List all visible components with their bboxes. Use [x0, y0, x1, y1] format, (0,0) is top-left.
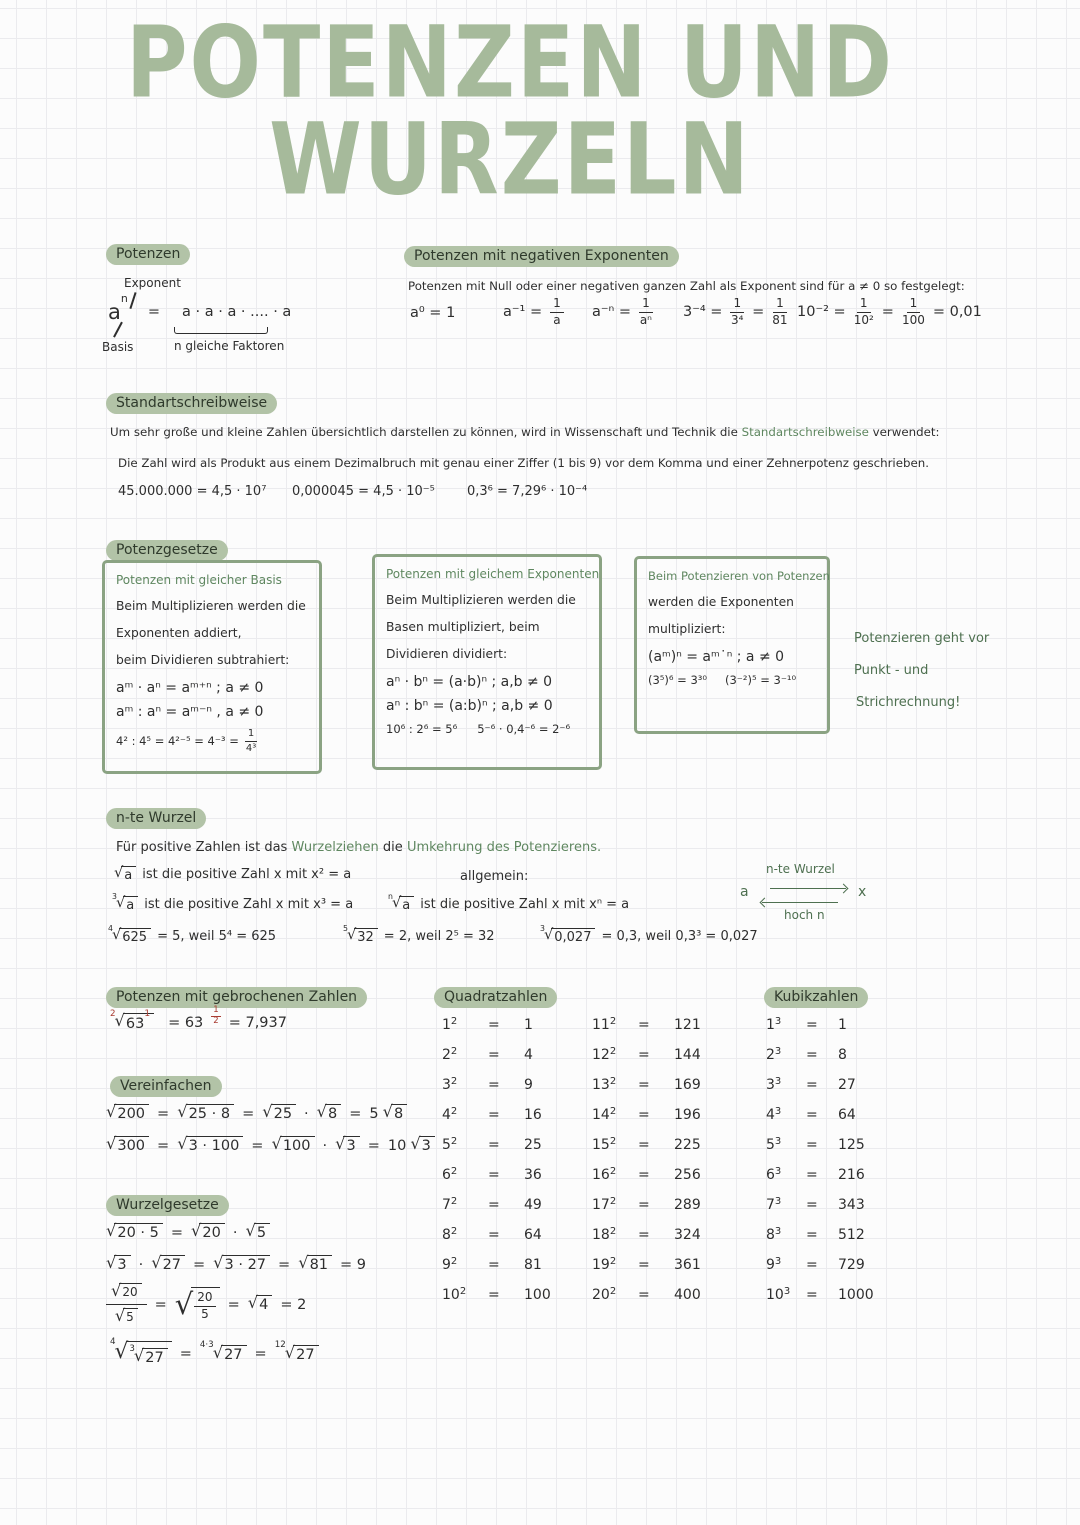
section-pill-wurzelgesetze: Wurzelgesetze — [106, 1195, 229, 1216]
wurzel-row-quadrat: √ a ist die positive Zahl x mit x² = a — [114, 864, 352, 883]
a-hoch-n: a $^n$ — [108, 292, 128, 324]
diagram-a: a — [740, 884, 749, 900]
section-pill-quadratzahlen: Quadratzahlen — [434, 987, 557, 1008]
arrow-left-icon — [762, 902, 838, 903]
note-line-3: Strichrechnung! — [856, 695, 961, 710]
box3-example: (3⁵)⁶ = 3³⁰ (3⁻²)⁵ = 3⁻¹⁰ — [648, 673, 797, 687]
underbrace — [174, 327, 268, 334]
table-row: 9 $^2$ = 81 — [442, 1256, 542, 1273]
wurzel-intro: Für positive Zahlen ist das Wurzelziehen die Umkehrung des Potenzierens. — [116, 840, 602, 855]
root-625: $^4$ √ 625 — [108, 928, 151, 946]
standart-green-word: Standartschreibweise — [741, 425, 869, 439]
table-row: 4 $^2$ = 16 — [442, 1106, 542, 1123]
section-pill-nte-wurzel: n-te Wurzel — [106, 808, 206, 829]
table-row: 2 $^3$ = 8 — [766, 1046, 847, 1063]
wurzelgesetz-2: √ 3 · √ 27 = √ 3 · 27 = √ 81 = 9 — [106, 1253, 366, 1273]
table-row: 9 $^3$ = 729 — [766, 1256, 865, 1273]
exponent-label: Exponent — [124, 276, 181, 290]
diagram-label-nte-wurzel: n-te Wurzel — [766, 862, 835, 876]
fraction: $\frac{1}{81}$ — [772, 296, 788, 327]
nested-root: $^4$ √ $^3$ √ 27 — [110, 1341, 172, 1367]
fraction-of-roots: √ 20 √ 5 — [106, 1283, 147, 1326]
table-row: 10 $^2$ = 100 — [442, 1286, 551, 1303]
root-32: $^5$ √ 32 — [343, 928, 378, 946]
formula-10-hoch-minus2: 10⁻² = $\frac{1}{\text{10²}}$ = $\frac{1}{100}$ = 0,01 — [797, 296, 982, 327]
table-row: 16 $^2$ = 256 — [592, 1166, 701, 1183]
wurzelgesetz-3: √ 20 √ 5 = √ $\frac{20}{5}$ = √ 4 = 2 — [106, 1283, 306, 1326]
kubikzahlen-col — [766, 1010, 874, 1310]
arrow-right-icon — [770, 888, 846, 889]
wurzel-example-1: $^4$ √ 625 = 5, weil 5⁴ = 625 — [108, 924, 277, 945]
formula-a-hoch-minus1: a⁻¹ = $\frac{1}{a}$ — [503, 297, 564, 328]
nth-root: $^n$ √ a — [388, 896, 414, 914]
table-row: 7 $^2$ = 49 — [442, 1196, 542, 1213]
table-row: 2 $^2$ = 4 — [442, 1046, 533, 1063]
law-box-gleicher-exponent: Potenzen mit gleichem Exponenten Beim Multiplizieren werden die Basen multipliziert, beim Dividieren dividiert: aⁿ · bⁿ = (a·b)ⁿ ; a,b ≠ 0 aⁿ : bⁿ = (a:b)ⁿ ; a,b ≠ 0 10⁶ : 2⁶ = 5⁶ 5⁻⁶ · 0,4⁻⁶ = 2⁻⁶ — [372, 554, 602, 770]
table-row: 17 $^2$ = 289 — [592, 1196, 701, 1213]
table-row: 1 $^2$ = 1 — [442, 1016, 533, 1033]
table-row: 6 $^3$ = 216 — [766, 1166, 865, 1183]
law-box-gleiche-basis: Potenzen mit gleicher Basis Beim Multiplizieren werden die Exponenten addiert, beim Dividieren subtrahiert: aᵐ · aⁿ = aᵐ⁺ⁿ ; a ≠ 0 aᵐ : aⁿ = aᵐ⁻ⁿ , a ≠ 0 4² : 4⁵ = 4²⁻⁵ = 4⁻³ = $\frac{1}{\text{4³}}$ — [102, 560, 322, 774]
factors-label: n gleiche Faktoren — [174, 339, 285, 353]
box1-heading: Potenzen mit gleicher Basis — [116, 573, 282, 587]
exponent-fraction: $\frac{1}{2}$ — [213, 1005, 219, 1026]
formula-a-hoch-minus-n: a⁻ⁿ = $\frac{1}{\text{aⁿ}}$ — [592, 296, 652, 327]
allgemein-label: allgemein: — [460, 869, 529, 884]
table-row: 8 $^2$ = 64 — [442, 1226, 542, 1243]
table-row: 5 $^3$ = 125 — [766, 1136, 865, 1153]
vereinfachen-line-2: √ 300 = √ 3 · 100 = √ 100 · √ 3 = 10 √ 3 — [106, 1136, 435, 1155]
table-row: 19 $^2$ = 361 — [592, 1256, 701, 1273]
table-row: 11 $^2$ = 121 — [592, 1016, 701, 1033]
title-line-1: POTENZEN UND — [125, 4, 895, 121]
box2-heading: Potenzen mit gleichem Exponenten — [386, 567, 600, 581]
basis-label: Basis — [102, 340, 134, 354]
wurzel-row-allgemein: $^n$ √ a ist die positive Zahl x mit xⁿ = a — [388, 892, 630, 913]
fraction: $\frac{1}{\text{aⁿ}}$ — [639, 296, 652, 327]
page-title — [40, 4, 980, 218]
diagram-label-hoch-n: hoch n — [784, 908, 825, 922]
table-row: 7 $^3$ = 343 — [766, 1196, 865, 1213]
wurzelgesetz-1: √ 20 · 5 = √ 20 · √ 5 — [106, 1223, 270, 1242]
table-row: 15 $^2$ = 225 — [592, 1136, 701, 1153]
fraction: $\frac{1}{a}$ — [550, 297, 564, 328]
standart-example-2: 0,000045 = 4,5 · 10⁻⁵ — [292, 484, 435, 499]
wurzel-row-kubik: $^3$ √ a ist die positive Zahl x mit x³ = a — [112, 892, 354, 913]
box2-example: 10⁶ : 2⁶ = 5⁶ 5⁻⁶ · 0,4⁻⁶ = 2⁻⁶ — [386, 722, 571, 736]
standart-paragraph-1: Um sehr große und kleine Zahlen übersichtlich darstellen zu können, wird in Wissenschaft und Technik die Standartschreibweise verwendet: — [110, 425, 940, 439]
table-row: 8 $^3$ = 512 — [766, 1226, 865, 1243]
section-pill-negative-exponenten: Potenzen mit negativen Exponenten — [404, 246, 679, 267]
note-line-2: Punkt - und — [854, 663, 929, 678]
standart-example-1: 45.000.000 = 4,5 · 10⁷ — [118, 484, 267, 499]
formula-a-hoch-0: a⁰ = 1 — [410, 305, 456, 321]
table-row: 18 $^2$ = 324 — [592, 1226, 701, 1243]
wurzel-example-2: $^5$ √ 32 = 2, weil 2⁵ = 32 — [343, 924, 495, 945]
note-line-1: Potenzieren geht vor — [854, 631, 990, 646]
root-of-fraction: √ $\frac{20}{5}$ — [175, 1287, 220, 1322]
table-row: 4 $^3$ = 64 — [766, 1106, 856, 1123]
table-row: 12 $^2$ = 144 — [592, 1046, 701, 1063]
root-63: $^2$ √ $63^1$ — [110, 1013, 154, 1033]
table-row: 1 $^3$ = 1 — [766, 1016, 847, 1033]
negexp-intro: Potenzen mit Null oder einer negativen ganzen Zahl als Exponent sind für a ≠ 0 so festgelegt: — [408, 279, 965, 293]
table-row: 10 $^3$ = 1000 — [766, 1286, 874, 1303]
expansion-text: a · a · a · .... · a — [182, 304, 292, 320]
section-pill-standartschreibweise: Standartschreibweise — [106, 393, 277, 414]
section-pill-vereinfachen: Vereinfachen — [110, 1076, 222, 1097]
table-row: 14 $^2$ = 196 — [592, 1106, 701, 1123]
standart-paragraph-2: Die Zahl wird als Produkt aus einem Dezimalbruch mit genau einer Ziffer (1 bis 9) vor dem Komma und einer Zehnerpotenz geschrieben. — [118, 456, 929, 470]
diagram-x: x — [858, 884, 867, 900]
table-row: 5 $^2$ = 25 — [442, 1136, 542, 1153]
root-0027: $^3$ √ 0,027 — [540, 928, 595, 946]
formula-3-hoch-minus4: 3⁻⁴ = $\frac{1}{\text{3⁴}}$ = $\frac{1}{81}$ — [683, 296, 788, 327]
basis-pointer-line — [113, 322, 122, 338]
fraction: $\frac{1}{100}$ — [901, 296, 925, 327]
section-pill-gebrochene-zahlen: Potenzen mit gebrochenen Zahlen — [106, 987, 367, 1008]
table-row: 13 $^2$ = 169 — [592, 1076, 701, 1093]
standart-example-3: 0,3⁶ = 7,29⁶ · 10⁻⁴ — [467, 484, 588, 499]
gebrochen-formula: $^2$ √ $63^1$ = 63 $\frac{1}{2}$ = 7,937 — [110, 1005, 287, 1032]
table-row: 3 $^2$ = 9 — [442, 1076, 533, 1093]
quadratzahlen-col-2 — [592, 1010, 701, 1310]
potenz-definition-formula — [108, 292, 292, 324]
vereinfachen-line-1: √ 200 = √ 25 · 8 = √ 25 · √ 8 = 5 √ 8 — [106, 1104, 407, 1123]
sqrt: √ a — [114, 866, 136, 884]
equals-sign: = — [147, 304, 161, 320]
title-line-2: WURZELN — [269, 101, 751, 218]
fraction: $\frac{1}{\text{3⁴}}$ — [731, 296, 744, 327]
table-row: 6 $^2$ = 36 — [442, 1166, 542, 1183]
wurzelgesetz-4: $^4$ √ $^3$ √ 27 = $^{4\cdot 3}$ √ 27 = $^{12}$ √ 27 — [110, 1341, 319, 1367]
cbrt: $^3$ √ a — [112, 896, 138, 914]
section-pill-kubikzahlen: Kubikzahlen — [764, 987, 868, 1008]
table-row: 3 $^3$ = 27 — [766, 1076, 856, 1093]
fraction: $\frac{1}{\text{10²}}$ — [853, 296, 874, 327]
section-pill-potenzen: Potenzen — [106, 244, 190, 265]
section-pill-potenzgesetze: Potenzgesetze — [106, 540, 228, 561]
box1-example: 4² : 4⁵ = 4²⁻⁵ = 4⁻³ = $\frac{1}{\text{4³}}$ — [116, 728, 257, 754]
wurzel-example-3: $^3$ √ 0,027 = 0,3, weil 0,3³ = 0,027 — [540, 924, 758, 945]
box3-heading: Beim Potenzieren von Potenzen — [648, 569, 830, 583]
law-box-potenzieren-von-potenzen: Beim Potenzieren von Potenzen werden die Exponenten multipliziert: (aᵐ)ⁿ = aᵐ˙ⁿ ; a ≠ 0 (3⁵)⁶ = 3³⁰ (3⁻²)⁵ = 3⁻¹⁰ — [634, 556, 830, 734]
quadratzahlen-col-1 — [442, 1010, 551, 1310]
fraction: $\frac{1}{\text{4³}}$ — [245, 728, 257, 754]
table-row: 20 $^2$ = 400 — [592, 1286, 701, 1303]
